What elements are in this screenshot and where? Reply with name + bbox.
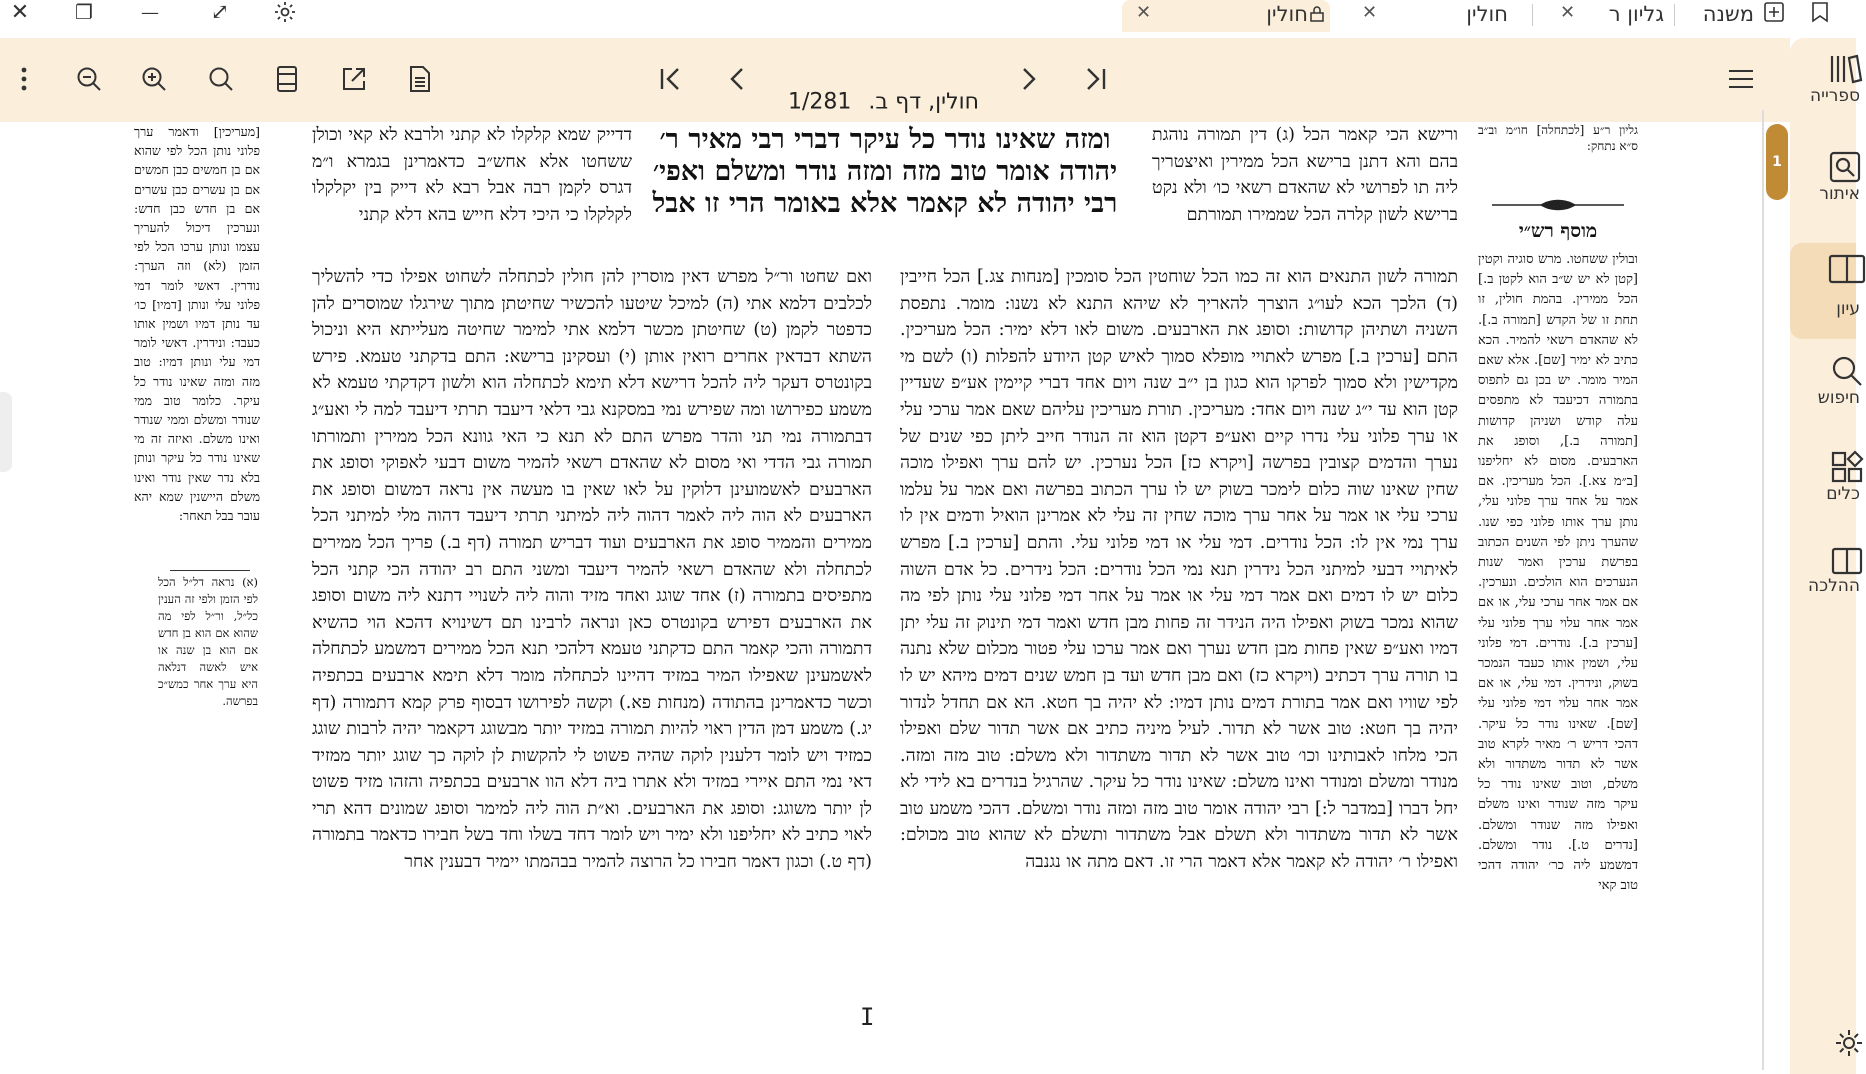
minimize-icon: — <box>141 1 159 23</box>
more-options-button[interactable] <box>5 60 43 98</box>
bookmark-icon <box>1811 1 1829 23</box>
sidebar-item-library[interactable] <box>1790 52 1860 132</box>
scrollbar-track[interactable] <box>1762 110 1764 1070</box>
lock-icon <box>1310 6 1324 22</box>
mussaf-rashi-title: מוסף רש״י <box>1518 220 1598 242</box>
toolbar <box>0 38 1790 122</box>
tools-icon <box>1830 450 1864 484</box>
tab-close-button[interactable]: ✕ <box>1362 2 1378 23</box>
first-page-icon <box>658 65 684 93</box>
page-view-icon <box>275 65 299 93</box>
add-tab-icon <box>1763 1 1785 23</box>
book-icon <box>1828 253 1866 285</box>
search-icon <box>207 65 235 93</box>
rashi-column <box>900 264 1458 1074</box>
gemara-text: ומזה שאינו נודר כל עיקר דברי רבי מאיר ר׳ יהודה אומר טוב מזה ומזה נודר ומשלם ואפי׳ רבי יהודה לא קאמר אלא באומר הרי זו אבל <box>652 124 1118 219</box>
library-icon <box>1828 52 1862 86</box>
ornament-divider <box>1490 198 1626 212</box>
scrollbar[interactable] <box>1728 122 1790 1074</box>
find-icon <box>1828 150 1862 184</box>
page-label: חולין, דף ב. <box>868 89 979 115</box>
mussaf-rashi-header <box>1478 220 1638 250</box>
document-viewer[interactable] <box>0 122 1728 1074</box>
sidebar-settings-button[interactable] <box>1790 1028 1856 1068</box>
hamburger-icon <box>1728 68 1754 90</box>
zoom-in-button[interactable] <box>135 60 173 98</box>
tab-label: משנה <box>1702 2 1754 26</box>
tab-label: חולין <box>1466 2 1508 26</box>
zoom-in-icon <box>140 65 168 93</box>
tosafot-top <box>312 122 632 262</box>
tosafot-column <box>312 264 875 1074</box>
chevron-right-icon <box>1019 65 1039 93</box>
fullscreen-button[interactable] <box>200 0 240 24</box>
side-commentary-text: [מעריכין] ודאמר ערך פלוני נותן הכל לפי שהוא אם בן חמשים כבן חמשים אם בן עשרים כבן עשרים אם בן חדש כבן חדש: ונערכין דיכול להעריך עצמו ונותן ערכו הכל לפי הזמן (לא) וזה הערך: נודרין. דאשי לומר דמי פלוני עלי ונותן [דמיו] כו׳ עד נותן דמיו ושמין אותו כעבד: ונידרין. דאשי לומר דמי עלי ונותן דמיו: טוב מזה ומזה שאינו נודר כל עיקר. כלומר טוב ממי שנודר ומשלם וממי שנודר ואינו משלם. ואיזה זה מי שאינו נודר כל עיקר ונותן בלא נדר שאין נודר ואינו משלם היישנין שמא יהא עובר בבל תאחר: <box>134 124 260 524</box>
tab-bar <box>0 0 1856 38</box>
divider-line <box>170 570 250 571</box>
next-page-button[interactable] <box>1010 60 1048 98</box>
sidebar-item-find[interactable] <box>1790 150 1860 230</box>
gear-icon <box>1834 1028 1864 1058</box>
close-icon: ✕ <box>10 0 30 25</box>
page-indicator[interactable] <box>788 90 979 115</box>
sidebar-item-tools[interactable] <box>1790 450 1860 530</box>
menu-button[interactable] <box>1722 60 1760 98</box>
tab-mishna[interactable] <box>1676 0 1762 32</box>
sidebar-label: כלים <box>1826 484 1860 504</box>
document-icon <box>408 65 432 93</box>
close-window-button[interactable] <box>0 0 40 24</box>
collapsed-panel-handle[interactable] <box>0 392 12 472</box>
sidebar-item-search[interactable] <box>1790 354 1860 434</box>
page-view-button[interactable] <box>268 60 306 98</box>
kebab-menu-icon <box>19 66 29 92</box>
chevron-left-icon <box>727 65 747 93</box>
tab-gilyon[interactable] <box>1556 0 1672 32</box>
bookmark-button[interactable] <box>1800 0 1840 24</box>
settings-button[interactable] <box>265 0 305 24</box>
side-commentary-left <box>134 122 260 552</box>
new-tab-button[interactable] <box>1754 0 1794 24</box>
tab-separator <box>1532 4 1533 26</box>
rashi-text: תמורה לשון התנאים הוא זה כמו הכל שוחטין הכל סומכין [מנחות צג.] הכל חייבין (ד) הלכך הכא לעו״ג הוצרך להאריך לא שיהא התנא לא נשנו: מומר. נתפסת השניה ושתיהן קדושות: וסופג את הארבעים. משום לאו דלא ימיר: הכל מעריכין. התם [ערכין ב.] מפרש לאתויי מופלא סמוך לאיש קטן היודע להפלות (ו) לשם מי מקדישין ולא סמוך לפרקו הוא כגון בן י״ב שנה ויום אחד דברי קיימין אע״פ שעדיין קטן הוא עד י״ג שנה ויום אחד: מעריכין. תורת מעריכין עליהם שאם אמר ערכי עלי או ערך פלוני עלי נדרו קיים ואע״פ דקטן הוא זה הנודר חייב ליתן כפי שנים של נערך והדמים קצובין בפרשה [ויקרא כז] הכל נערכין. יש להם ערך ואפילו מוכה שחין שאינו שוה כלום לימכר בשוק יש לו ערך הכתוב בפרשה ואם אמר על עלמו ערכי עלי או אמר על אחר ערך מוכה שחין זה עלי לא אמרינן הואיל ודמים אין לו ערך נמי אין לו: הכל נודרים. דמי עלי או דמי פלוני עלי. והתם [ערכין ב.] מפרש לאיתויי דבעי למיתני הכל נידרין תנא נמי הכל נודרים: הכל נידרים. כל אדם השוה כלום יש לו דמים ואם אמר דמי עלי או אמר על אחר דמי פלוני עלי נותן לפי מה שהוא נמכר בשוק ואפילו היה הנידר זה פחות מבן חדש ואמר דמי תינוק זה עלי יתן דמיו ואע״פ שאין פחות מבן חדש נערך ואם אמר ערכו עלי פטור מכלום שלא נתנה בו תורה ערך דכתיב (ויקרא כז) ואם מבן חדש ועד בן חמש שנים דמים מיהא יש לו לפי שוויו ואם אמר בתורת דמים נותן דמיו: לא יהיה בך חטא. הא אם תחדל לנדור יהיה בך חטא: טוב אשר לא תדור. לעיל מיניה כתיב אם אשר תדור שלם ואפילו הכי מלחו לאבותינו וכו׳ טוב אשר לא תדור משתדור ולא משלם: טוב מזה ומזה. מנודר ומשלם ומנודר ואינו משלם: שאינו נודר כל עיקר. שהרגיל בנדרים בא לידי לא יחל דברו [במדבר ל:] רבי יהודה אומר טוב מזה ומזה נודר ומשלם. דהכי משמע טוב אשר לא תדור משתדור ולא תשלם אבל משתדור ותשלם לא שהוא טוב מכולם: ואפילו ר׳ יהודה לא קאמר אלא דאמר הרי זו. דאם מתה או נגנבה <box>900 267 1458 873</box>
tab-label: חולין <box>1266 2 1308 26</box>
tab-label: גליון ר <box>1608 2 1664 26</box>
tab-chullin-active[interactable] <box>1122 0 1330 32</box>
tosafot-top-text: דדייק שמא קלקלו לא קתני ולרבא לא קאי וכולן ששחטו אלא אחש״ב כדאמרינן בגמרא ו״מ דגרס לקמן רבה אבל רבא לא דייק בין יקלקלו לקלקלו כי היכי דלא חייש בהא דלא קתני <box>312 125 632 225</box>
sidebar-label: ההלכה <box>1808 576 1860 596</box>
rashi-top-text: ורישא הכי קאמר הכל (ג) דין תמורה נוהגת בהם והא דתנן ברישא הכל ממירין ואיצטריך ליה תו לפרושי לא שהאדם רשאי כו׳ ולא נקט ברישא לשון קלרה הכל שממירו תמורתם <box>1152 125 1458 225</box>
first-page-button[interactable] <box>652 60 690 98</box>
zoom-out-button[interactable] <box>70 60 108 98</box>
sidebar-item-halacha[interactable] <box>1790 546 1860 626</box>
scrollbar-thumb[interactable] <box>1766 124 1788 200</box>
gemara-text-block <box>650 124 1120 254</box>
tab-chullin[interactable] <box>1348 0 1518 32</box>
mussaf-rashi-column <box>1478 250 1638 1074</box>
restore-icon: ❐ <box>75 0 93 24</box>
search-button[interactable] <box>202 60 240 98</box>
gear-icon <box>273 0 297 24</box>
tab-separator <box>1674 4 1675 26</box>
restore-window-button[interactable] <box>64 0 104 24</box>
text-cursor-icon: I <box>860 1003 875 1031</box>
columns-icon <box>1830 546 1864 576</box>
last-page-button[interactable] <box>1076 60 1114 98</box>
open-external-icon <box>340 65 368 93</box>
last-page-icon <box>1082 65 1108 93</box>
rashi-top <box>1152 122 1458 262</box>
tosafot-text: ואם שחטו ור״ל מפרש דאין מוסרין להן חולין לכתחלה לשחוט אפילו כדי להשליך לכלבים דלמא אתי (ה) למיכל שיטעו להכשיר שחיטתן מתוך שירגלו שמוסרים להן כדפטר לקמן (ט) שחיטתן מכשר דלמא אתי למימר שחיטה מעלייתא היא וניכול השתא דבדאין אחרים רואין אותן (י) ועסקינן ברישא: התם בדקתני טעמא. פירש בקונטרס דעקר ליה להכל דרישא דלא תימא לכתחלה הוא ולשון דקדקתי טעמא לא משמע כפירושו ומה שפירש נמי במסקנא גבי דלאי דיעבד תרתי דיעבד למה לי ואע״ג דבתמורה נמי תני והדר מפרש התם לא תנא כי האי גוונא הכל ממירין ותמורתו תמורה גבי הדדי ואי מסום לא שהאדם רשאי להמיר משום דבעי לאפוקי וסופג את הארבעים לאשמועינן דלוקין על לאו שאין בו מעשה אין נראה דמשום וסופג את הארבעים לא הוה ליה לאמר דהוה ליה למיתני תרתי דיעבד דהוה מלי למיתני הכל ממירים והממיר סופג את הארבעים ועוד דבריש תמורה (דף ב.) פריך הכל ממירים לכתחלה ולא שהאדם רשאי להמיר דיעבד ומשני התם רב יהודה הכי קתני הכל מתפיסים בתמורה (ז) אחד שוגג ואחד מזיד והוה ליה לשנויי דתנא ליה משום וסופג את הארבעים דפירש בקונטרס כאן ונראה לרבינו תם דשינויא דהכא הוי כהשיא דתמורה והכי קאמר התם כדקתני טעמא דלהכי תנא הכל ממירים דמשמע לכתחלה לאשמעינן שאפילו המיר במזיד דהיינו לכתחלה מומר דלא תימא ארבעים בכתפיה וכשר כדאמרינן בהתודה (מנחות פא.) וקשה לפירושו דבסוף פרק קמא דתמורה (דף יג.) משמע דמן הדין ראוי להיות תמורה במזיד יותר מבשוגג דקאמר יהיה לרבות שוגג כמזיד ויש לומר דלענין לוקה שהיה פשוט לי להקשות לן לוקה כך שוגג יותר ממזיד דאי נמי התם איירי במזיד ולא אתרו ביה דלא הוו ארבעים בכתפיה והזהו מזיד פשוט לן יותר משוגג: וסופג את הארבעים. וא״ת הוה ליה למימר וסופג שמונים דהא תרי לאוי כתיב לא יחליפנו ולא ימיר ויש לומר דחד בשלו וחד בשל חבירו כדאמר בתמורה (דף ט.) וכגון דאמר חבירו כל הרוצה להמיר בבהמתו יימיר דבענין אחר <box>312 267 872 873</box>
tab-close-button[interactable]: ✕ <box>1560 2 1576 23</box>
scroll-marker: 1 <box>1772 154 1782 170</box>
tab-close-button[interactable]: ✕ <box>1136 2 1152 23</box>
sidebar-label: ספרייה <box>1810 86 1860 106</box>
side-note-left <box>158 574 258 794</box>
side-gilyon-top <box>1478 122 1638 174</box>
side-note-text: (א) נראה דל״ל הכל לפי הזמן ולפי זה הענין כל״ל, ור״ל לפי מה שהוא אם הוא בן חדש אם הוא בן שנה או איש לאשה דנלאה היא ערך אחר כמש״כ בפרשה. <box>158 575 258 708</box>
document-info-button[interactable] <box>401 60 439 98</box>
page-counter: 1/281 <box>788 89 852 115</box>
right-sidebar <box>1790 38 1860 1074</box>
sidebar-label: עיון <box>1836 299 1860 319</box>
previous-page-button[interactable] <box>718 60 756 98</box>
sidebar-label: איתור <box>1819 184 1860 204</box>
search-icon <box>1830 354 1864 388</box>
zoom-out-icon <box>75 65 103 93</box>
side-gilyon-text: גליון ר״ע [לכתחלה] חו״מ וב״ב ס״א נתחק: <box>1478 123 1638 153</box>
sidebar-label: חיפוש <box>1817 388 1860 408</box>
fullscreen-icon: ⤢ <box>210 0 230 25</box>
minimize-window-button[interactable] <box>130 0 170 24</box>
mussaf-rashi-text: ובולין ששחטו. מרש סוגיה וקטין [קטן לא יש ש״ב הוא לקטן ב.] הכל ממירין. בהמת חולין, זו תחת זו של הקדש [תמורה ב.]. לא שהאדם רשאי להמיר. הכא כתיב לא ימיר [שם]. אלא שאם המיר מומר. יש בכן גם לתפוס בתמורה דכיעבד לא מתפסים עלה קודש ושניהן קדושות [תמורה ב.], וסופג את הארבעים. מסום לא יחליפנו [ב״מ צא.]. הכל מעריכין. אם אמר על אחד ערך פלוני עלי, נותן ערך אותו פלוני כפי שנו. שהערך ניתן לפי השנים הכתוב בפרשת ערכין ואמר שנות הנערכים הוא הולכים. ונערכין. אם אמר אחר ערכי עלי, או אם אמר אחר עלוי ערך פלוני עלי [ערכין ב.]. נודרים. דמי פלוני עלי, ושמין אותו כעבד הנמכר בשוק, ונידרין. דמי עלי, או אם אמר אחר עלוי דמי פלוני עלי [שם]. שאינו נודר כל עיקר. דהכי דריש ר׳ מאיר לקרא טוב אשר לא תדור משתדור ולא משלם, וטוב שאינו נודר כל עיקר מזה שנודר ואינו משלם ואפילו מזה שנודר ומשלם. [נדרים ט.]. נודר ומשלם. דמשמע ליה כר׳ יהודה דהכי טוב קאי <box>1478 252 1638 894</box>
open-external-button[interactable] <box>335 60 373 98</box>
sidebar-item-study[interactable] <box>1790 243 1860 339</box>
